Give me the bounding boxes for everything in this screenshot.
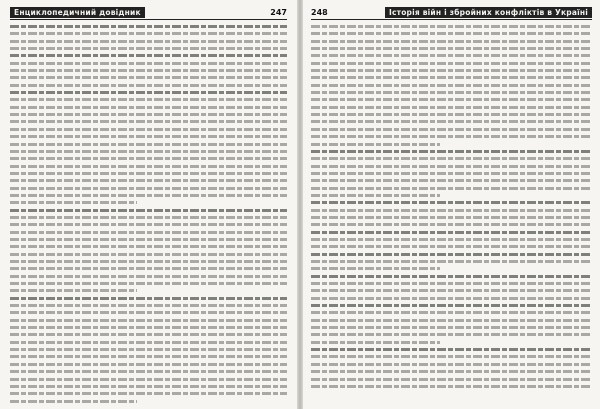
text-line-placeholder: [311, 363, 592, 366]
text-line-placeholder: [10, 297, 287, 300]
text-line-placeholder: [10, 304, 287, 307]
text-line-placeholder: [311, 275, 592, 278]
text-line-placeholder: [311, 253, 592, 256]
text-line-placeholder: [311, 297, 592, 300]
text-line-placeholder: [10, 370, 287, 373]
left-page-number: 247: [270, 8, 287, 17]
text-line-placeholder: [311, 91, 592, 94]
text-line-placeholder: [10, 209, 287, 212]
text-line-placeholder: [311, 319, 592, 322]
text-line-placeholder: [311, 120, 592, 123]
right-page-header: [311, 6, 592, 20]
text-line-placeholder: [10, 392, 287, 395]
text-line-placeholder: [10, 106, 287, 109]
text-line-placeholder: [311, 216, 592, 219]
text-line-placeholder: [311, 76, 592, 79]
text-line-placeholder: [311, 231, 592, 234]
left-page: [0, 0, 297, 409]
text-line-placeholder: [10, 150, 287, 153]
text-line-placeholder: [10, 311, 287, 314]
text-line-placeholder: [10, 245, 287, 248]
text-line-placeholder: [311, 378, 592, 381]
text-line-placeholder: [311, 150, 592, 153]
text-line-placeholder: [10, 187, 287, 190]
text-line-placeholder: [10, 355, 287, 358]
text-line-placeholder: [311, 187, 592, 190]
text-line-placeholder: [311, 289, 592, 292]
text-line-placeholder: [311, 106, 592, 109]
text-line-placeholder: [311, 165, 592, 168]
text-line-placeholder: [10, 40, 287, 43]
text-line-placeholder: [311, 62, 592, 65]
text-line-placeholder: [311, 54, 592, 57]
right-page: [303, 0, 600, 409]
text-line-placeholder: [311, 172, 592, 175]
text-line-placeholder: [10, 400, 137, 403]
text-line-placeholder: [311, 32, 592, 35]
right-page-body: [311, 25, 592, 388]
text-line-placeholder: [311, 157, 592, 160]
text-line-placeholder: [311, 223, 592, 226]
text-line-placeholder: [10, 91, 287, 94]
text-line-placeholder: [311, 326, 592, 329]
text-line-placeholder: [10, 113, 287, 116]
text-line-placeholder: [311, 179, 592, 182]
text-line-placeholder: [311, 40, 592, 43]
text-line-placeholder: [311, 260, 592, 263]
text-line-placeholder: [311, 84, 592, 87]
text-line-placeholder: [10, 157, 287, 160]
left-page-header: [10, 6, 287, 20]
text-line-placeholder: [10, 165, 287, 168]
text-line-placeholder: [10, 179, 287, 182]
text-line-placeholder: [10, 32, 287, 35]
text-line-placeholder: [311, 370, 592, 373]
text-line-placeholder: [311, 143, 440, 146]
text-line-placeholder: [10, 378, 287, 381]
right-running-title: Історія війн і збройних конфліктів в Україні: [385, 7, 592, 18]
text-line-placeholder: [10, 231, 287, 234]
text-line-placeholder: [10, 326, 287, 329]
text-line-placeholder: [311, 113, 592, 116]
text-line-placeholder: [10, 282, 287, 285]
text-line-placeholder: [10, 62, 287, 65]
text-line-placeholder: [10, 120, 287, 123]
right-page-number: 248: [311, 8, 328, 17]
text-line-placeholder: [311, 69, 592, 72]
text-line-placeholder: [311, 245, 592, 248]
text-line-placeholder: [10, 201, 137, 204]
text-line-placeholder: [311, 47, 592, 50]
text-line-placeholder: [10, 363, 287, 366]
text-line-placeholder: [311, 267, 440, 270]
text-line-placeholder: [10, 25, 287, 28]
text-line-placeholder: [10, 333, 287, 336]
text-line-placeholder: [10, 172, 287, 175]
text-line-placeholder: [10, 348, 287, 351]
text-line-placeholder: [10, 253, 287, 256]
text-line-placeholder: [10, 289, 137, 292]
text-line-placeholder: [311, 385, 592, 388]
text-line-placeholder: [311, 201, 592, 204]
text-line-placeholder: [10, 275, 287, 278]
text-line-placeholder: [10, 267, 287, 270]
left-page-body: [10, 25, 287, 403]
text-line-placeholder: [311, 333, 592, 336]
text-line-placeholder: [10, 54, 287, 57]
text-line-placeholder: [10, 47, 287, 50]
text-line-placeholder: [10, 319, 287, 322]
text-line-placeholder: [10, 194, 287, 197]
text-line-placeholder: [311, 25, 592, 28]
text-line-placeholder: [10, 76, 287, 79]
text-line-placeholder: [311, 355, 592, 358]
text-line-placeholder: [311, 282, 592, 285]
text-line-placeholder: [311, 238, 592, 241]
text-line-placeholder: [311, 304, 592, 307]
text-line-placeholder: [10, 216, 287, 219]
text-line-placeholder: [10, 69, 287, 72]
text-line-placeholder: [311, 209, 592, 212]
text-line-placeholder: [10, 238, 287, 241]
text-line-placeholder: [311, 194, 440, 197]
left-running-title: Енциклопедичний довідник: [10, 7, 145, 18]
text-line-placeholder: [311, 341, 440, 344]
text-line-placeholder: [10, 260, 287, 263]
text-line-placeholder: [10, 128, 287, 131]
text-line-placeholder: [311, 135, 592, 138]
text-line-placeholder: [10, 84, 287, 87]
text-line-placeholder: [311, 128, 592, 131]
text-line-placeholder: [10, 223, 287, 226]
text-line-placeholder: [10, 143, 287, 146]
text-line-placeholder: [10, 98, 287, 101]
text-line-placeholder: [10, 341, 287, 344]
text-line-placeholder: [311, 98, 592, 101]
text-line-placeholder: [311, 348, 592, 351]
text-line-placeholder: [10, 135, 287, 138]
text-line-placeholder: [311, 311, 592, 314]
text-line-placeholder: [10, 385, 287, 388]
